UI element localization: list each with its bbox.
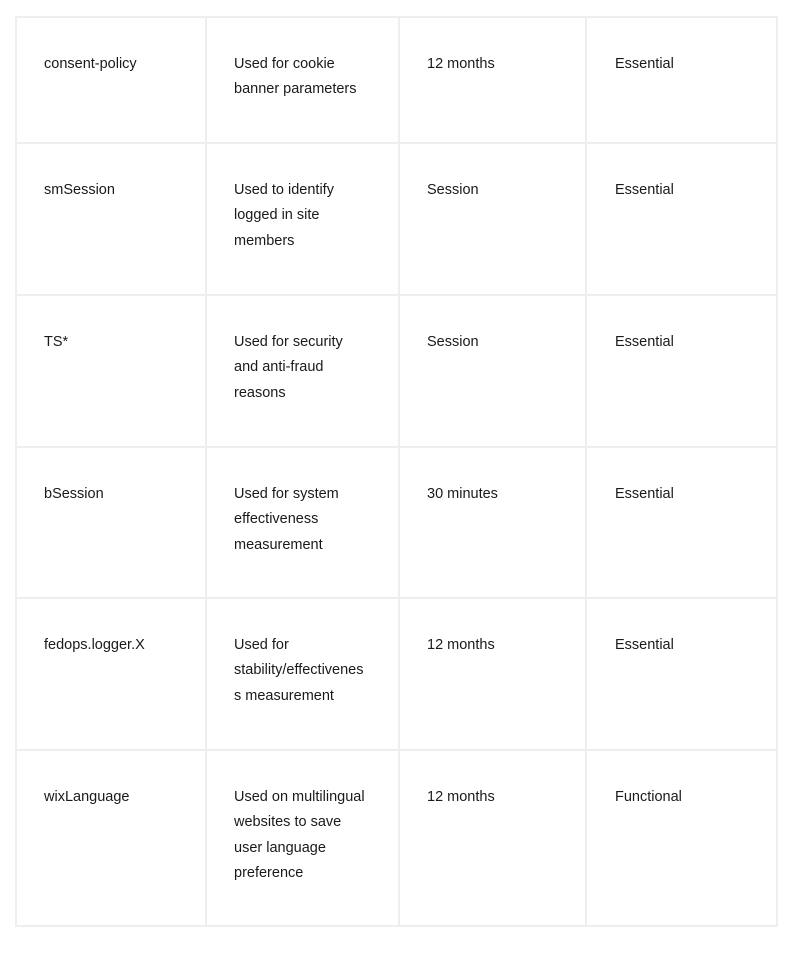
cookie-purpose-cell xyxy=(206,447,399,598)
cookie-name: bSession xyxy=(44,486,104,502)
cookie-purpose-cell xyxy=(206,295,399,447)
table-row xyxy=(16,750,777,926)
cookie-purpose-cell xyxy=(206,598,399,750)
cookie-purpose-cell xyxy=(206,17,399,143)
cookie-duration: 12 months xyxy=(427,789,495,805)
cookie-duration: 12 months xyxy=(427,637,495,653)
cookie-name: wixLanguage xyxy=(44,789,130,805)
table-row xyxy=(16,295,777,447)
cookie-duration: Session xyxy=(427,334,479,350)
cookie-type: Essential xyxy=(615,56,674,72)
cookie-purpose: Used to identify logged in site members xyxy=(234,182,334,249)
cookie-name: TS* xyxy=(44,334,69,350)
cookie-name-cell xyxy=(16,143,206,295)
cookie-purpose: Used on multilingual websites to save user language preference xyxy=(234,789,365,881)
cookie-type-cell xyxy=(586,295,777,447)
cookie-type: Essential xyxy=(615,182,674,198)
cookie-type-cell xyxy=(586,143,777,295)
cookie-purpose-cell xyxy=(206,750,399,926)
cookie-type-cell xyxy=(586,750,777,926)
table-row xyxy=(16,598,777,750)
table-row xyxy=(16,143,777,295)
cookie-name-cell xyxy=(16,447,206,598)
cookie-purpose: Used for cookie banner parameters xyxy=(234,56,357,98)
cookie-type-cell xyxy=(586,17,777,143)
cookie-duration: 12 months xyxy=(427,56,495,72)
cookie-name-cell xyxy=(16,750,206,926)
cookie-duration-cell xyxy=(399,447,586,598)
cookie-type: Essential xyxy=(615,334,674,350)
cookie-type: Functional xyxy=(615,789,682,805)
table-row xyxy=(16,17,777,143)
cookie-name-cell xyxy=(16,295,206,447)
cookie-name-cell xyxy=(16,17,206,143)
cookie-duration-cell xyxy=(399,750,586,926)
cookie-type-cell xyxy=(586,447,777,598)
cookie-name: smSession xyxy=(44,182,115,198)
cookie-name-cell xyxy=(16,598,206,750)
cookie-name: consent-policy xyxy=(44,56,137,72)
cookie-name: fedops.logger.X xyxy=(44,637,145,653)
cookie-type: Essential xyxy=(615,637,674,653)
cookie-duration-cell xyxy=(399,295,586,447)
cookie-table xyxy=(15,16,778,927)
cookie-purpose: Used for security and anti-fraud reasons xyxy=(234,334,343,401)
cookie-purpose-cell xyxy=(206,143,399,295)
cookie-duration: Session xyxy=(427,182,479,198)
cookie-duration-cell xyxy=(399,17,586,143)
cookie-duration-cell xyxy=(399,143,586,295)
cookie-duration: 30 minutes xyxy=(427,486,498,502)
table-row xyxy=(16,447,777,598)
cookie-purpose: Used for stability/effectiveness measurement xyxy=(234,637,364,704)
cookie-type-cell xyxy=(586,598,777,750)
cookie-duration-cell xyxy=(399,598,586,750)
cookie-type: Essential xyxy=(615,486,674,502)
cookie-purpose: Used for system effectiveness measurement xyxy=(234,486,339,553)
